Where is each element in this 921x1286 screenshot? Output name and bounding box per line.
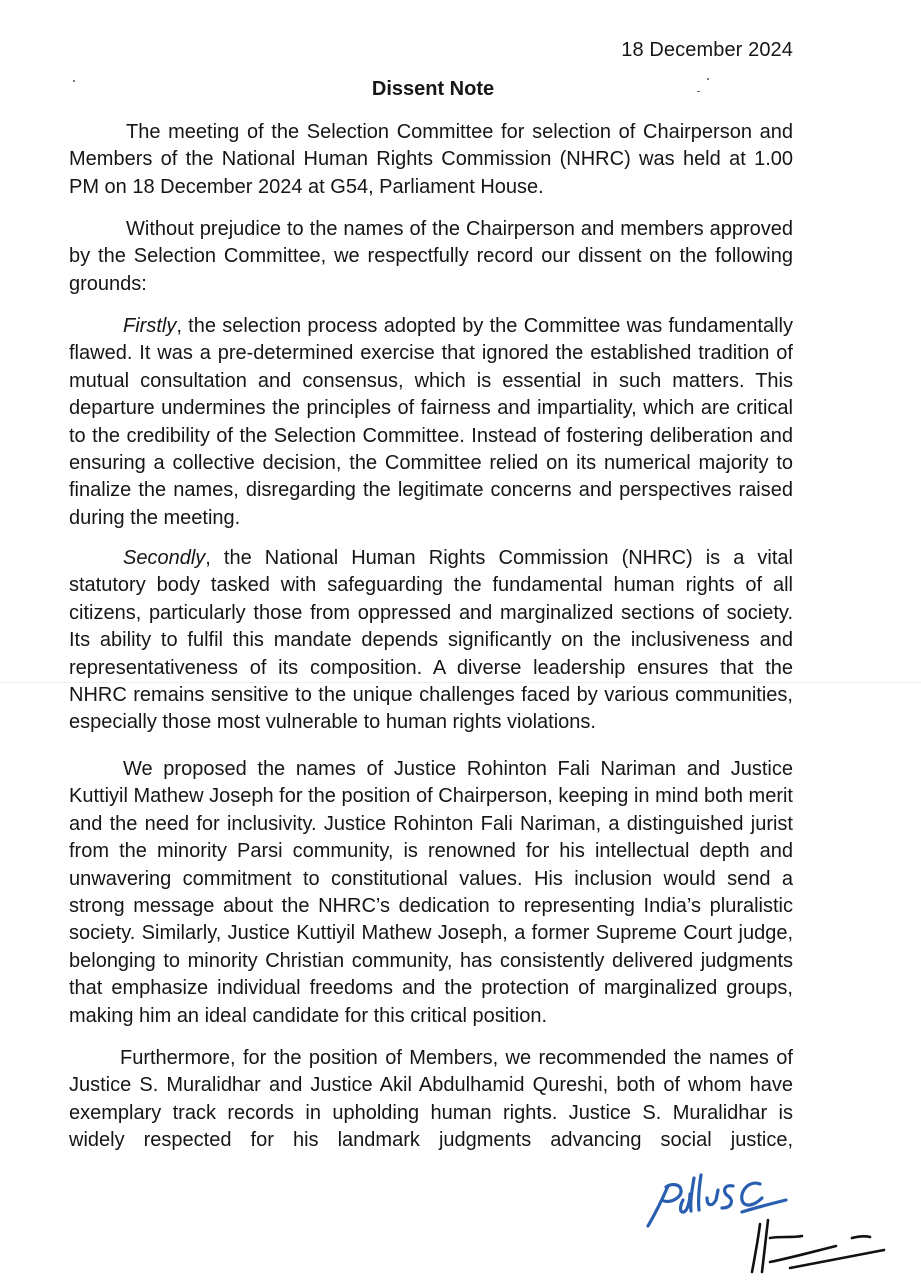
paragraph-members-proposal-text: Furthermore, for the position of Members, we recommended the names of Justice S. Muralidhar and Justice Akil Abdulhamid Qureshi, both of whom have exemplary track records in upholding human rights. Justice S. Muralidhar is widely respected for his landmark judgments advancing social justice, (69, 1047, 793, 1152)
paragraph-secondly-text: , the National Human Rights Commission (NHRC) is a vital statutory body tasked with safeguarding the fundamental human rights of all citizens, particularly those from oppressed and marginalized sections of society. Its ability to fulfil this mandate depends significantly on the inclusiveness and representativeness of its composition. A diverse leadership ensures that the NHRC remains sensitive to the unique challenges faced by various communities, especially those most vulnerable to human rights violations. (69, 547, 793, 734)
paragraph-secondly-lead: Secondly (123, 547, 206, 569)
document-title: Dissent Note (371, 78, 495, 100)
paragraph-firstly-text: , the selection process adopted by the Committee was fundamentally flawed. It was a pre-determined exercise that ignored the established tradition of mutual consultation and consensus, which is essential in such matters. This departure undermines the principles of fairness and impartiality, which are critical to the credibility of the Selection Committee. Instead of fostering deliberation and ensuring a collective decision, the Committee relied on its numerical majority to finalize the names, disregarding the legitimate concerns and perspectives raised during the meeting. (69, 315, 793, 529)
document-date: 18 December 2024 (621, 39, 793, 61)
paragraph-firstly-lead: Firstly (123, 315, 177, 337)
paragraph-chairperson-proposal-text: We proposed the names of Justice Rohinton Fali Nariman and Justice Kuttiyil Mathew Joseph for the position of Chairperson, keeping in mind both merit and the need for inclusivity. Justice Rohinton Fali Nariman, a distinguished jurist from the minority Parsi community, is renowned for his intellectual depth and unwavering commitment to constitutional values. His inclusion would send a strong message about the NHRC’s dedication to representing India’s pluralistic society. Similarly, Justice Kuttiyil Mathew Joseph, a former Supreme Court judge, belonging to minority Christian community, has consistently delivered judgments that emphasize individual freedoms and the protection of marginalized groups, making him an ideal candidate for this critical position. (69, 758, 793, 1027)
paragraph-meeting-text: The meeting of the Selection Committee for selection of Chairperson and Members of the National Human Rights Commission (NHRC) was held at 1.00 PM on 18 December 2024 at G54, Parliament House. (69, 121, 793, 198)
paragraph-dissent-intro-text: Without prejudice to the names of the Chairperson and members approved by the Selection Committee, we respectfully record our dissent on the following grounds: (69, 218, 793, 295)
black-ink-signature (752, 1220, 884, 1272)
blue-ink-signature (648, 1175, 786, 1226)
